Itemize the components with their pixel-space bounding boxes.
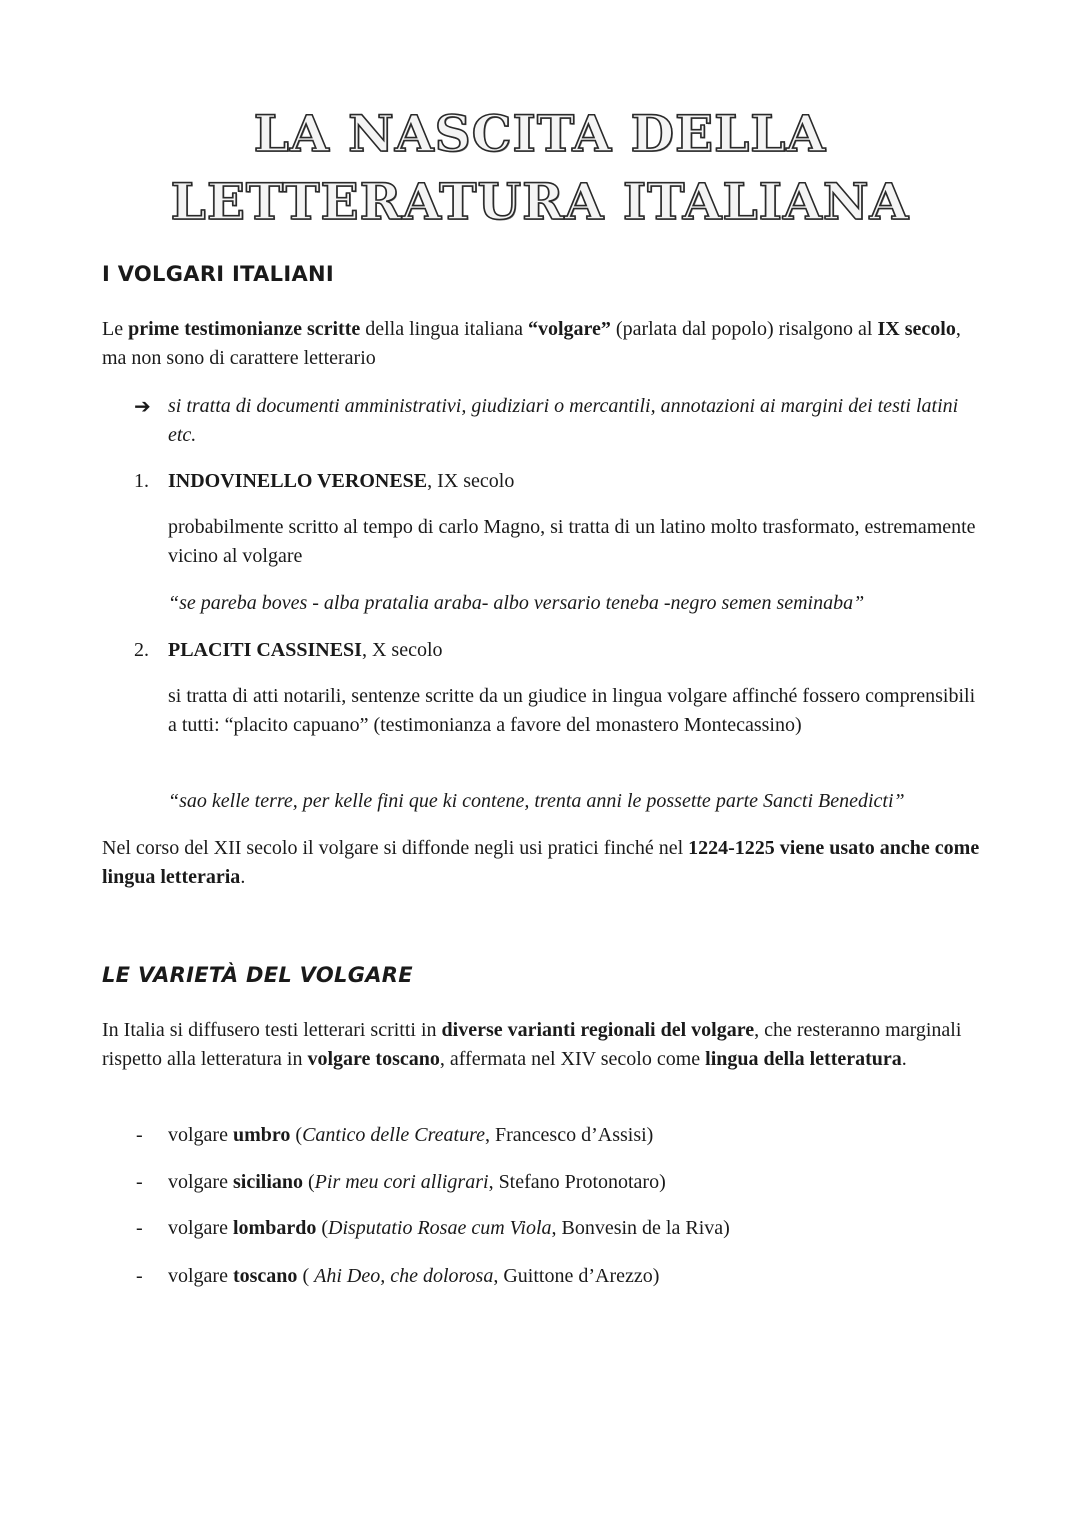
variety-author: , Francesco d’Assisi) — [485, 1124, 654, 1146]
variety-work: Pir meu cori alligrari — [314, 1171, 489, 1193]
text-run: , affermata nel XIV secolo come — [439, 1048, 706, 1070]
bold-run: lingua della letteratura — [705, 1048, 902, 1070]
variety-region: umbro — [232, 1124, 291, 1146]
list-item-number: 1. — [134, 470, 149, 492]
section-heading-volgari: I VOLGARI ITALIANI — [102, 262, 335, 286]
text-run: . — [240, 866, 246, 888]
variety-work: Cantico delle Creature — [302, 1124, 486, 1146]
bold-run: volgare toscano — [307, 1048, 440, 1070]
list-item-description: si tratta di atti notarili, sentenze scritte da un giudice in lingua volgare affinché fossero comprensibili a tutti: “placito capuano” (testimonianza a favore del monastero Montecassino) — [168, 685, 976, 736]
bold-run: “volgare” — [527, 318, 611, 340]
text-run: . — [901, 1048, 907, 1070]
list-item-quote: “sao kelle terre, per kelle fini que ki contene, trenta anni le possette parte Sancti Benedicti” — [168, 790, 905, 812]
bold-run: IX secolo — [877, 318, 956, 340]
list-item-description: probabilmente scritto al tempo di carlo Magno, si tratta di un latino molto trasformato, estremamente vicino al volgare — [168, 516, 976, 567]
text-run: , ma non sono di carattere letterario — [102, 318, 961, 369]
variety-region: siciliano — [232, 1171, 303, 1193]
page-title-line-2: LETTERATURA ITALIANA — [170, 172, 910, 231]
bold-run: prime testimonianze scritte — [128, 318, 361, 340]
variety-work: Disputatio Rosae cum Viola — [328, 1217, 552, 1239]
section2-intro-paragraph — [102, 1016, 982, 1074]
dash-bullet: - — [136, 1171, 143, 1193]
variety-open: ( — [316, 1217, 328, 1239]
list-item-title — [168, 636, 978, 665]
list-item-variety — [168, 1262, 978, 1291]
list-item-variety — [168, 1168, 978, 1197]
dash-bullet: - — [136, 1265, 143, 1287]
item-name: INDOVINELLO VERONESE — [168, 470, 428, 492]
variety-pre: volgare — [168, 1171, 233, 1193]
variety-author: , Stefano Protonotaro) — [488, 1171, 666, 1193]
variety-open: ( — [303, 1171, 315, 1193]
variety-region: toscano — [232, 1265, 298, 1287]
bold-run: 1224-1225 viene usato anche come lingua letteraria — [102, 837, 980, 888]
text-run: , che resteranno marginali rispetto alla letteratura in — [102, 1019, 962, 1070]
text-run: Nel corso del XII secolo il volgare si diffonde negli usi pratici finché nel — [102, 837, 689, 859]
arrow-note: si tratta di documenti amministrativi, giudiziari o mercantili, annotazioni ai margini dei testi latini etc. — [168, 395, 959, 446]
variety-pre: volgare — [168, 1217, 233, 1239]
item-century: , IX secolo — [427, 470, 515, 492]
list-item-number: 2. — [134, 639, 149, 661]
variety-region: lombardo — [232, 1217, 317, 1239]
page-title-line-1: LA NASCITA DELLA — [253, 104, 827, 163]
variety-author: , Bonvesin de la Riva) — [551, 1217, 730, 1239]
variety-open: ( — [290, 1124, 303, 1146]
text-run: In Italia si diffusero testi letterari scritti in — [102, 1019, 442, 1041]
variety-pre: volgare — [168, 1124, 233, 1146]
variety-pre: volgare — [168, 1265, 233, 1287]
section1-intro-paragraph — [102, 315, 982, 373]
item-name: PLACITI CASSINESI — [168, 639, 362, 661]
dash-bullet: - — [136, 1217, 143, 1239]
variety-work: Ahi Deo, che dolorosa — [314, 1265, 494, 1287]
section-heading-varieta: LE VARIETÀ DEL VOLGARE — [102, 963, 413, 987]
variety-author: , Guittone d’Arezzo) — [493, 1265, 660, 1287]
text-run: Le — [102, 318, 129, 340]
list-item-variety — [168, 1214, 978, 1243]
bold-run: diverse varianti regionali del volgare — [441, 1019, 755, 1041]
list-item-variety — [168, 1121, 978, 1150]
arrow-bullet-icon: ➔ — [134, 394, 151, 418]
dash-bullet: - — [136, 1124, 143, 1146]
list-item-quote: “se pareba boves - alba pratalia araba- albo versario teneba -negro semen seminaba” — [168, 592, 865, 614]
variety-open: ( — [297, 1265, 315, 1287]
item-century: , X secolo — [361, 639, 443, 661]
text-run: (parlata dal popolo) risalgono al — [610, 318, 878, 340]
text-run: della lingua italiana — [360, 318, 528, 340]
section1-closing-paragraph — [102, 834, 982, 892]
list-item-title — [168, 467, 978, 496]
